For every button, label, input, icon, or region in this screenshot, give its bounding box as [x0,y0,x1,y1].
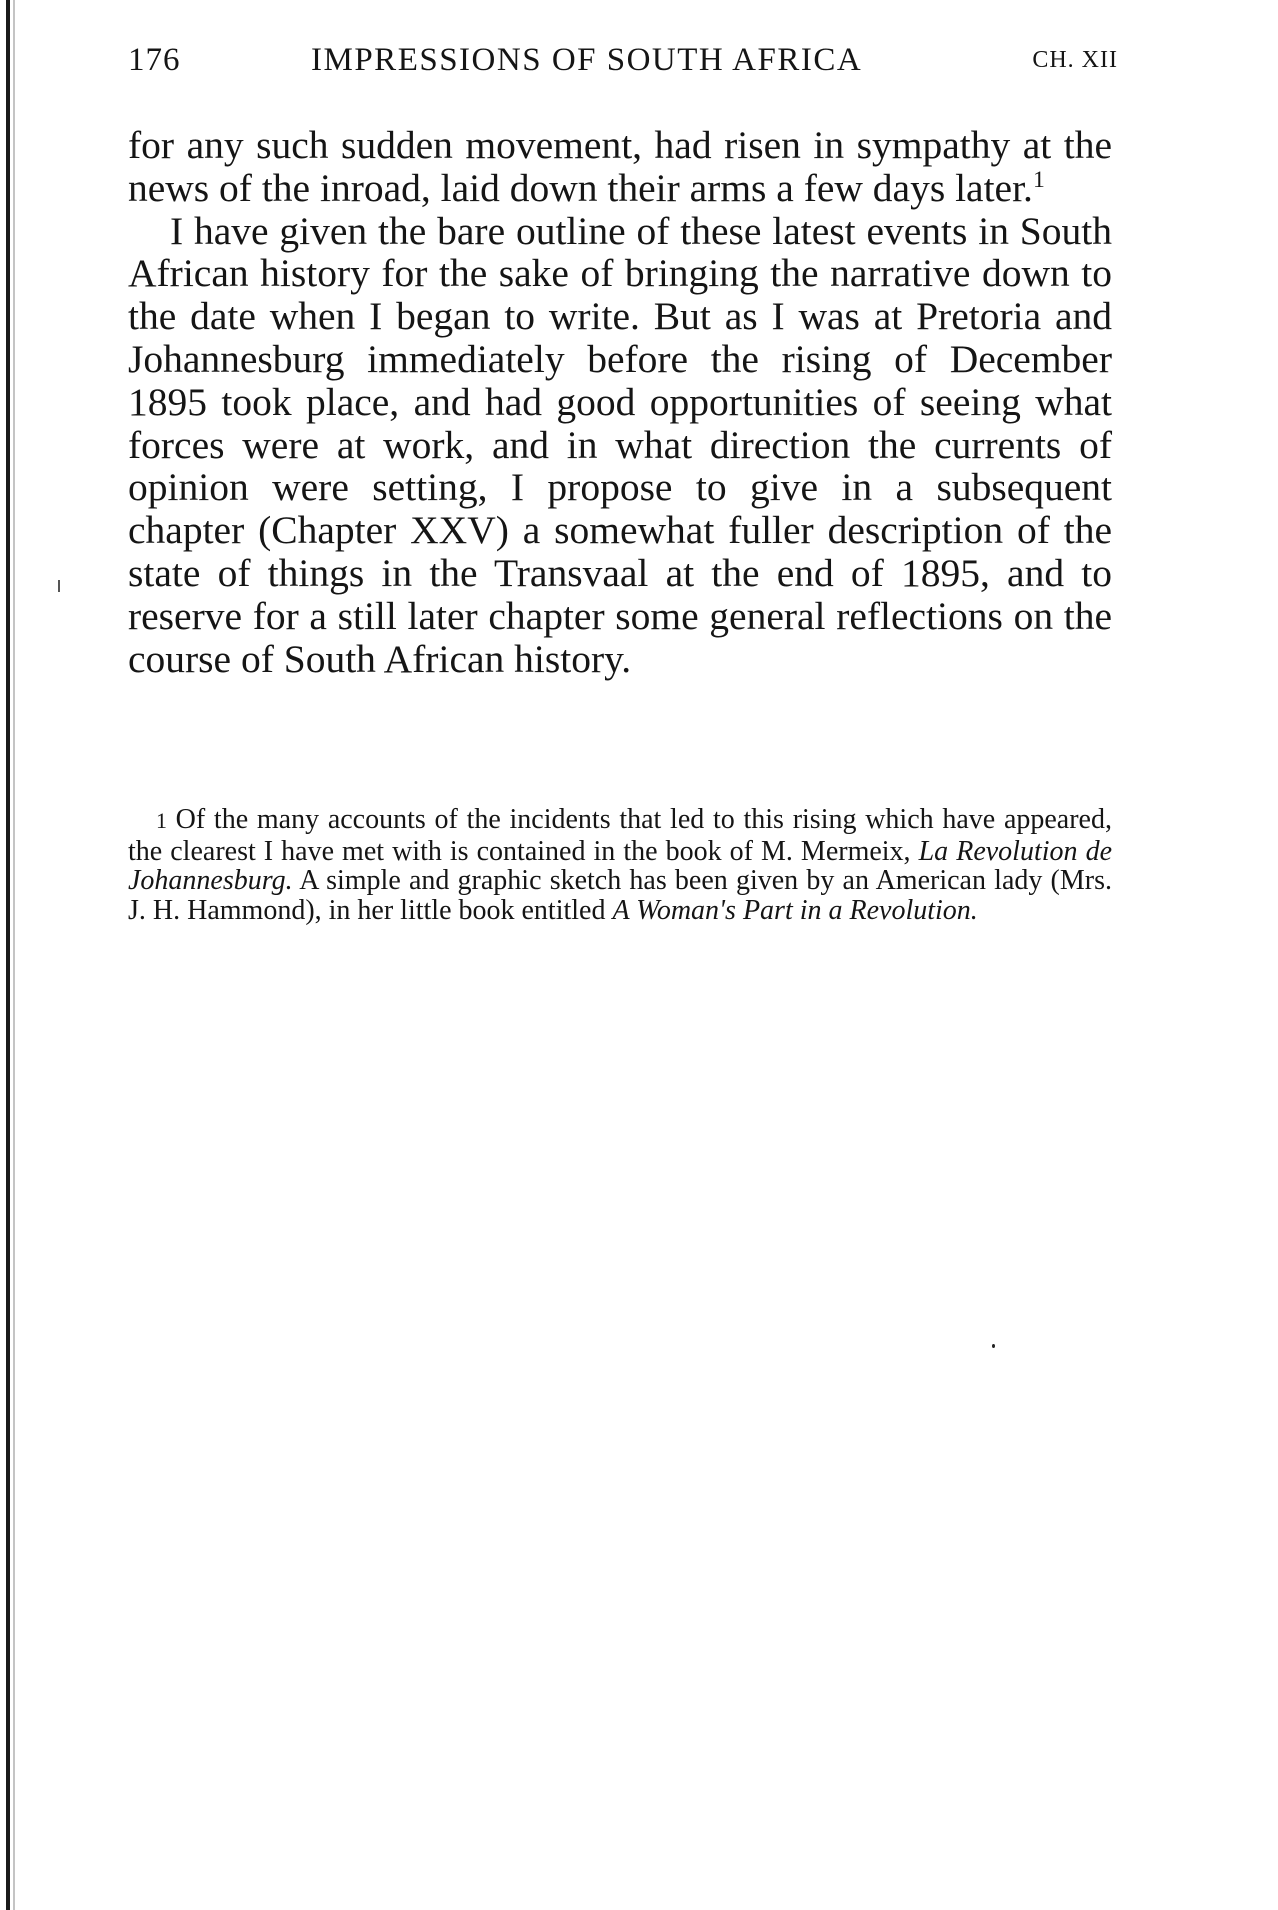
main-text [128,124,1112,680]
paragraph-continued [128,124,1112,210]
footnote [128,805,1112,925]
footnote-reference: 1 [1032,166,1045,193]
footnote-text-2: A simple and graphic sketch has been given by an American lady (Mrs. J. H. Hammond), in her little book entitled [128,865,1112,926]
running-head [128,42,1118,86]
page-number: 176 [128,42,181,78]
paragraph-2: I have given the bare outline of these latest events in South African history for the sake of bringing the narrative down to the date when I began to write. But as I was at Pretoria and Johannesburg immediately before the rising of December 1895 took place, and had good opportunities of seeing what forces were at work, and in what direction the currents of opinion were setting, I propose to give in a subsequent chapter (Chapter XXV) a somewhat fuller description of the state of things in the Transvaal at the end of 1895, and to reserve for a still later chapter some general reflections on the course of South African history. [128,208,1112,681]
binding-shadow [13,0,15,1910]
chapter-reference: CH. XII [1032,47,1118,73]
paragraph-1-text: for any such sudden movement, had risen in sympathy at the news of the inroad, laid down their arms a few days later. [128,123,1112,210]
footnote-book-title-1: La Revolution de Johannesburg. [128,835,1112,896]
footnote-book-title-2: A Woman's Part in a Revolution. [612,894,978,926]
footnote-marker: 1 [156,809,167,833]
footnote-text-1: Of the many accounts of the incidents that led to this rising which have appeared, the clearest I have met with is contained in the book of M. Mermeix, [128,804,1112,867]
binding-edge [6,0,10,1910]
scan-mark [58,580,60,592]
scan-speck [992,1344,995,1348]
running-title: IMPRESSIONS OF SOUTH AFRICA [311,42,863,78]
